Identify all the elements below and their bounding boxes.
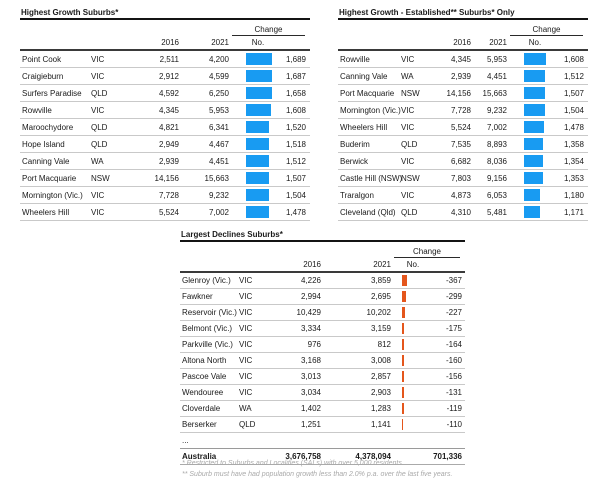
change-value: 1,512 (285, 156, 306, 166)
change-data-bar (524, 121, 544, 133)
total-label: Australia (182, 452, 217, 461)
suburb-name: Rowville (340, 54, 370, 64)
change-value: 1,608 (563, 54, 584, 64)
table-title: Highest Growth - Established** Suburbs* Only (338, 8, 588, 20)
table-body (180, 273, 465, 465)
change-cell (508, 102, 588, 118)
change-header-group (338, 24, 588, 36)
column-header-row (20, 36, 310, 51)
largest-declines-table (180, 230, 465, 465)
table-row (20, 85, 310, 102)
suburb-name: Port Macquarie (22, 173, 77, 183)
value-2016: 4,821 (158, 122, 179, 132)
footnote-1: * Restricted to Suburbs and Localities (SALs) with over 5,000 residents. (182, 460, 404, 467)
change-cell (508, 170, 588, 186)
change-cell (392, 337, 465, 352)
suburb-name: Berwick (340, 156, 369, 166)
table-title: Highest Growth Suburbs* (20, 8, 310, 20)
suburb-name: Wendouree (182, 388, 224, 397)
change-header-group (180, 246, 465, 258)
change-value: 1,520 (285, 122, 306, 132)
value-2016: 2,939 (158, 156, 179, 166)
column-header-2021: 2021 (211, 38, 229, 47)
suburb-name: Surfers Paradise (22, 88, 82, 98)
table-row (180, 369, 465, 385)
suburb-name: Wheelers Hill (340, 122, 388, 132)
column-header-no: No. (251, 38, 265, 47)
suburb-name: Port Macquarie (340, 88, 395, 98)
value-2021: 8,036 (486, 156, 507, 166)
value-2016: 7,728 (450, 105, 471, 115)
highest-growth-table (20, 8, 310, 221)
table-row (20, 153, 310, 170)
value-2016: 14,156 (154, 173, 179, 183)
value-2016: 2,511 (159, 54, 179, 64)
suburb-name: Wheelers Hill (22, 207, 70, 217)
change-data-bar (402, 387, 404, 398)
column-header-no: No. (406, 260, 420, 269)
column-header-2021: 2021 (373, 260, 391, 269)
change-cell (230, 187, 310, 203)
change-cell (230, 170, 310, 186)
change-value: 1,608 (285, 105, 306, 115)
value-2021: 3,859 (370, 276, 391, 285)
value-2016: 10,429 (296, 308, 321, 317)
change-header-label: Change (394, 246, 460, 258)
state-label: VIC (239, 292, 253, 301)
value-2016: 4,310 (450, 207, 471, 217)
change-value: 1,507 (285, 173, 306, 183)
state-label: QLD (239, 420, 256, 429)
table-row (20, 51, 310, 68)
change-cell (230, 51, 310, 67)
change-data-bar (402, 371, 404, 382)
column-header-row (338, 36, 588, 51)
state-label: VIC (91, 105, 105, 115)
change-data-bar (246, 53, 272, 65)
change-value: -164 (445, 340, 462, 349)
value-2021: 9,156 (486, 173, 507, 183)
value-2021: 812 (377, 340, 391, 349)
table-row (338, 204, 588, 221)
change-cell (230, 136, 310, 152)
table-row (338, 119, 588, 136)
table-row (20, 170, 310, 187)
change-data-bar (402, 419, 403, 430)
table-row (180, 289, 465, 305)
change-data-bar (246, 189, 269, 201)
change-cell (392, 369, 465, 384)
value-2016: 3,013 (300, 372, 321, 381)
table-row (180, 353, 465, 369)
state-label: QLD (91, 122, 108, 132)
suburb-name: Cloverdale (182, 404, 221, 413)
column-header-no-cell (230, 38, 310, 47)
value-2016: 3,168 (300, 356, 321, 365)
table-row (180, 385, 465, 401)
state-label: QLD (91, 88, 108, 98)
table-body (20, 51, 310, 221)
value-2016: 7,803 (450, 173, 471, 183)
change-cell (392, 385, 465, 400)
change-cell (508, 136, 588, 152)
table-row (338, 68, 588, 85)
value-2021: 7,002 (486, 122, 507, 132)
suburb-name: Buderim (340, 139, 370, 149)
table-row (338, 153, 588, 170)
value-2016: 4,345 (158, 105, 179, 115)
value-2021: 1,141 (370, 420, 391, 429)
table-row (338, 136, 588, 153)
change-cell (230, 204, 310, 220)
value-2021: 3,159 (370, 324, 391, 333)
value-2016: 3,334 (300, 324, 321, 333)
state-label: VIC (91, 71, 105, 81)
state-label: NSW (401, 88, 420, 98)
value-2021: 1,283 (370, 404, 391, 413)
value-2021: 8,893 (486, 139, 507, 149)
value-2016: 4,345 (450, 54, 471, 64)
state-label: VIC (401, 105, 415, 115)
change-cell (392, 305, 465, 320)
change-data-bar (524, 138, 543, 150)
change-data-bar (246, 138, 269, 150)
table-row (20, 119, 310, 136)
change-header-label: Change (232, 24, 305, 36)
change-data-bar (402, 323, 404, 334)
state-label: VIC (401, 122, 415, 132)
state-label: NSW (91, 173, 110, 183)
change-value: -367 (445, 276, 462, 285)
state-label: VIC (239, 308, 253, 317)
change-value: -156 (445, 372, 462, 381)
suburb-name: Glenroy (Vic.) (182, 276, 231, 285)
table-row (20, 187, 310, 204)
change-data-bar (246, 172, 269, 184)
established-growth-table (338, 8, 588, 221)
value-2016: 4,592 (158, 88, 179, 98)
state-label: QLD (401, 207, 418, 217)
change-header-group (20, 24, 310, 36)
table-row (338, 102, 588, 119)
change-data-bar (524, 53, 546, 65)
change-cell (392, 417, 465, 432)
change-data-bar (402, 275, 407, 286)
change-cell (508, 153, 588, 169)
column-header-no-cell (508, 38, 588, 47)
change-cell (508, 204, 588, 220)
value-2016: 7,535 (450, 139, 471, 149)
value-2021: 7,002 (208, 207, 229, 217)
state-label: VIC (239, 276, 253, 285)
suburb-name: Berserker (182, 420, 217, 429)
change-cell (508, 51, 588, 67)
change-cell (230, 153, 310, 169)
table-row (338, 170, 588, 187)
table-row (338, 51, 588, 68)
value-2021: 2,903 (370, 388, 391, 397)
change-value: 1,504 (285, 190, 306, 200)
value-2016: 6,682 (450, 156, 471, 166)
state-label: VIC (401, 156, 415, 166)
state-label: VIC (91, 190, 105, 200)
state-label: QLD (401, 139, 418, 149)
value-2016: 7,728 (158, 190, 179, 200)
change-value: 1,687 (285, 71, 306, 81)
table-row (180, 337, 465, 353)
state-label: VIC (401, 190, 415, 200)
value-2021: 2,695 (370, 292, 391, 301)
value-2016: 1,402 (300, 404, 321, 413)
value-2016: 5,524 (158, 207, 179, 217)
change-data-bar (524, 172, 543, 184)
value-2021: 4,599 (208, 71, 229, 81)
change-value: 1,658 (285, 88, 306, 98)
change-cell (508, 119, 588, 135)
change-value: 1,354 (563, 156, 584, 166)
table-row (180, 305, 465, 321)
value-2016: 14,156 (446, 88, 471, 98)
value-2021: 4,451 (486, 71, 507, 81)
ellipsis-row (180, 433, 465, 449)
change-cell (230, 68, 310, 84)
state-label: WA (401, 71, 414, 81)
change-data-bar (524, 87, 545, 99)
change-data-bar (524, 206, 540, 218)
value-2016: 2,994 (300, 292, 321, 301)
value-2021: 3,008 (370, 356, 391, 365)
value-2021: 6,053 (486, 190, 507, 200)
change-value: 1,358 (563, 139, 584, 149)
table-row (338, 85, 588, 102)
change-value: -175 (445, 324, 462, 333)
change-cell (392, 321, 465, 336)
column-header-2016: 2016 (303, 260, 321, 269)
suburb-name: Mornington (Vic.) (340, 105, 401, 115)
change-value: 1,171 (563, 207, 584, 217)
value-2021: 5,953 (208, 105, 229, 115)
value-2021: 10,202 (366, 308, 391, 317)
column-header-row (180, 258, 465, 273)
value-2016: 2,912 (158, 71, 179, 81)
suburb-name: Rowville (22, 105, 52, 115)
suburb-name: Belmont (Vic.) (182, 324, 233, 333)
change-value: 1,353 (563, 173, 584, 183)
state-label: WA (91, 156, 104, 166)
suburb-name: Maroochydore (22, 122, 74, 132)
value-2021: 5,481 (486, 207, 507, 217)
value-2016: 4,226 (300, 276, 321, 285)
state-label: VIC (239, 372, 253, 381)
ellipsis-label: ... (182, 435, 189, 445)
change-cell (392, 353, 465, 368)
change-data-bar (402, 355, 404, 366)
change-value: 1,478 (285, 207, 306, 217)
state-label: VIC (239, 388, 253, 397)
change-cell (508, 68, 588, 84)
change-data-bar (402, 403, 404, 414)
change-data-bar (246, 155, 269, 167)
change-data-bar (246, 104, 271, 116)
change-data-bar (246, 87, 272, 99)
suburb-name: Pascoe Vale (182, 372, 227, 381)
suburb-name: Fawkner (182, 292, 213, 301)
change-data-bar (246, 206, 269, 218)
change-value: -110 (446, 420, 462, 429)
column-header-2021: 2021 (489, 38, 507, 47)
suburb-name: Parkville (Vic.) (182, 340, 233, 349)
change-data-bar (524, 70, 545, 82)
value-2021: 4,451 (208, 156, 229, 166)
suburb-name: Cleveland (Qld) (340, 207, 396, 217)
table-row (20, 136, 310, 153)
total-2016: 3,676,758 (285, 452, 321, 461)
column-header-2016: 2016 (453, 38, 471, 47)
change-value: 1,512 (563, 71, 584, 81)
value-2021: 4,200 (208, 54, 229, 64)
change-cell (230, 119, 310, 135)
change-cell (508, 85, 588, 101)
state-label: VIC (239, 340, 253, 349)
suburb-name: Craigieburn (22, 71, 64, 81)
total-2021: 4,378,094 (355, 452, 391, 461)
value-2016: 2,949 (158, 139, 179, 149)
value-2016: 3,034 (300, 388, 321, 397)
footnote-2: ** Suburb must have had population growth less than 2.0% p.a. over the last five years. (182, 470, 453, 478)
table-row (180, 417, 465, 433)
change-cell (230, 102, 310, 118)
change-data-bar (402, 291, 406, 302)
value-2021: 4,467 (208, 139, 229, 149)
suburb-name: Canning Vale (340, 71, 388, 81)
suburb-name: Point Cook (22, 54, 62, 64)
change-data-bar (402, 307, 405, 318)
column-header-no-cell (392, 260, 465, 269)
value-2016: 976 (307, 340, 321, 349)
state-label: VIC (91, 54, 105, 64)
change-value: 1,689 (285, 54, 306, 64)
value-2021: 6,250 (208, 88, 229, 98)
change-value: 1,518 (285, 139, 306, 149)
table-title: Largest Declines Suburbs* (180, 230, 465, 242)
state-label: VIC (91, 207, 105, 217)
change-value: -227 (445, 308, 462, 317)
value-2021: 15,663 (204, 173, 229, 183)
state-label: QLD (91, 139, 108, 149)
column-header-2016: 2016 (161, 38, 179, 47)
change-value: -160 (445, 356, 462, 365)
change-value: 1,504 (563, 105, 584, 115)
footnotes (182, 459, 452, 480)
suburb-name: Hope Island (22, 139, 65, 149)
change-data-bar (524, 104, 545, 116)
table-row (338, 187, 588, 204)
value-2021: 9,232 (208, 190, 229, 200)
change-cell (230, 85, 310, 101)
table-row (20, 204, 310, 221)
value-2016: 2,939 (450, 71, 471, 81)
table-row (180, 401, 465, 417)
value-2016: 1,251 (300, 420, 321, 429)
state-label: WA (239, 404, 252, 413)
suburb-name: Castle Hill (NSW) (340, 173, 403, 183)
column-header-no: No. (528, 38, 542, 47)
suburb-name: Canning Vale (22, 156, 70, 166)
change-value: -299 (445, 292, 462, 301)
value-2021: 2,857 (370, 372, 391, 381)
change-cell (508, 187, 588, 203)
change-cell (392, 401, 465, 416)
state-label: VIC (239, 324, 253, 333)
change-header-label: Change (510, 24, 583, 36)
table-row (180, 321, 465, 337)
change-data-bar (246, 121, 269, 133)
change-cell (392, 273, 465, 288)
value-2016: 4,873 (450, 190, 471, 200)
table-row (20, 102, 310, 119)
suburb-name: Mornington (Vic.) (22, 190, 83, 200)
change-value: 1,507 (563, 88, 584, 98)
change-value: 1,180 (563, 190, 584, 200)
change-cell (392, 289, 465, 304)
state-label: NSW (401, 173, 420, 183)
suburb-name: Traralgon (340, 190, 374, 200)
suburb-name: Reservoir (Vic.) (182, 308, 237, 317)
value-2021: 5,953 (486, 54, 507, 64)
table-row (20, 68, 310, 85)
value-2016: 5,524 (450, 122, 471, 132)
change-value: 1,478 (563, 122, 584, 132)
state-label: VIC (239, 356, 253, 365)
state-label: VIC (401, 54, 415, 64)
table-row (180, 273, 465, 289)
change-data-bar (246, 70, 272, 82)
suburb-name: Altona North (182, 356, 227, 365)
table-body (338, 51, 588, 221)
change-value: -131 (445, 388, 462, 397)
change-data-bar (402, 339, 404, 350)
total-change-value: 701,336 (433, 452, 462, 461)
change-data-bar (524, 155, 543, 167)
change-value: -119 (446, 404, 462, 413)
value-2021: 9,232 (486, 105, 507, 115)
change-data-bar (524, 189, 540, 201)
value-2021: 15,663 (482, 88, 507, 98)
value-2021: 6,341 (208, 122, 229, 132)
